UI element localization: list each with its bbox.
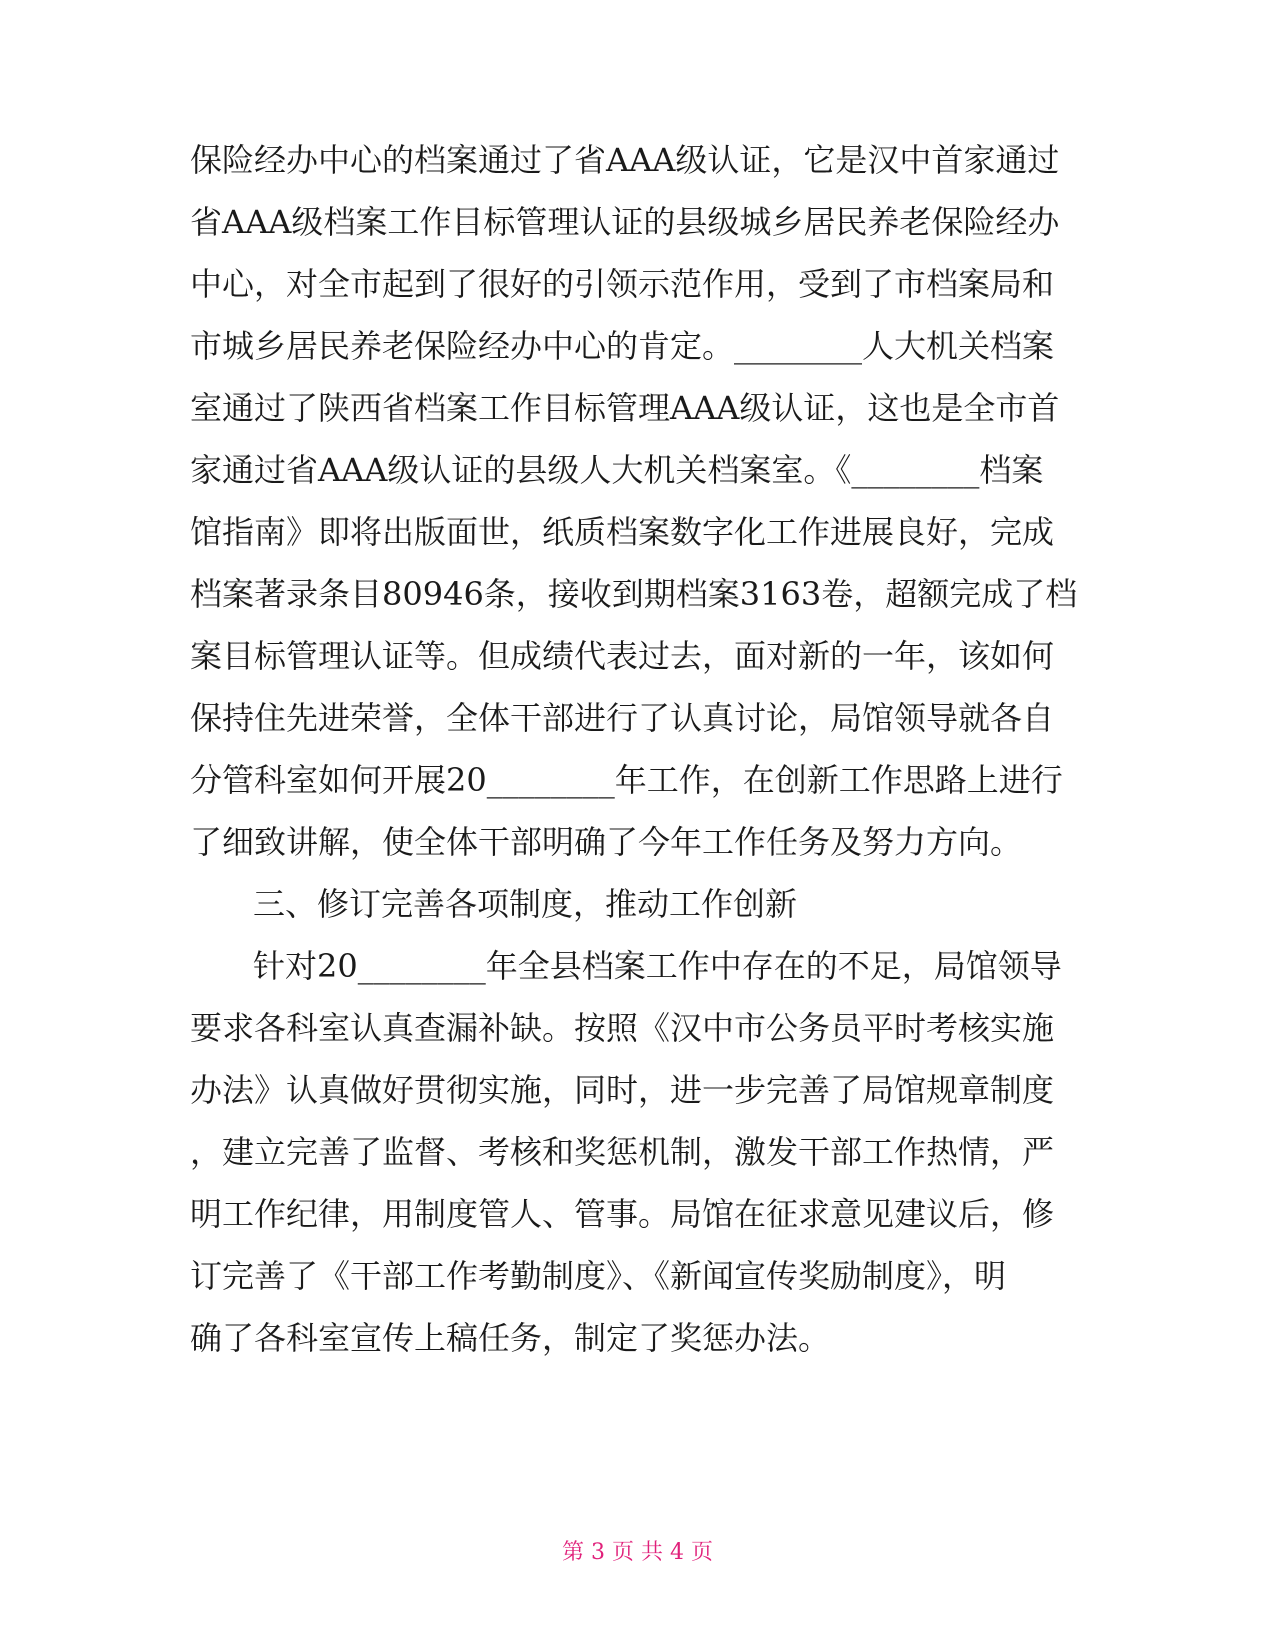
text-line: 档案著录条目80946条，接收到期档案3163卷，超额完成了档 — [190, 575, 1078, 613]
text-line: 确了各科室宣传上稿任务，制定了奖惩办法。 — [190, 1319, 831, 1357]
text-line: 馆指南》即将出版面世，纸质档案数字化工作进展良好，完成 — [190, 513, 1055, 551]
text-line: 订完善了《干部工作考勤制度》、《新闻宣传奖励制度》，明 — [190, 1257, 1007, 1295]
text-line: 省AAA级档案工作目标管理认证的县级城乡居民养老保险经办 — [190, 203, 1060, 241]
text-line: 中心，对全市起到了很好的引领示范作用，受到了市档案局和 — [190, 265, 1055, 303]
page-number-footer: 第 3 页 共 4 页 — [562, 1540, 713, 1565]
text-line: 了细致讲解，使全体干部明确了今年工作任务及努力方向。 — [190, 823, 1023, 861]
text-line: 明工作纪律，用制度管人、管事。局馆在征求意见建议后，修 — [190, 1195, 1055, 1233]
text-line: 保持住先进荣誉，全体干部进行了认真讨论，局馆领导就各自 — [190, 699, 1055, 737]
section-heading: 三、修订完善各项制度，推动工作创新 — [253, 885, 798, 923]
text-line: 办法》认真做好贯彻实施，同时，进一步完善了局馆规章制度 — [190, 1071, 1055, 1109]
text-line: ，建立完善了监督、考核和奖惩机制，激发干部工作热情，严 — [190, 1133, 1055, 1171]
text-line: 分管科室如何开展20________年工作，在创新工作思路上进行 — [190, 761, 1063, 799]
text-line: 针对20________年全县档案工作中存在的不足，局馆领导 — [253, 947, 1062, 985]
text-line: 家通过省AAA级认证的县级人大机关档案室。《________档案 — [190, 451, 1044, 489]
text-line: 案目标管理认证等。但成绩代表过去，面对新的一年，该如何 — [190, 637, 1055, 675]
text-line: 市城乡居民养老保险经办中心的肯定。________人大机关档案 — [190, 327, 1055, 365]
text-line: 要求各科室认真查漏补缺。按照《汉中市公务员平时考核实施 — [190, 1009, 1055, 1047]
text-line: 室通过了陕西省档案工作目标管理AAA级认证，这也是全市首 — [190, 389, 1060, 427]
text-line: 保险经办中心的档案通过了省AAA级认证，它是汉中首家通过 — [190, 141, 1060, 179]
